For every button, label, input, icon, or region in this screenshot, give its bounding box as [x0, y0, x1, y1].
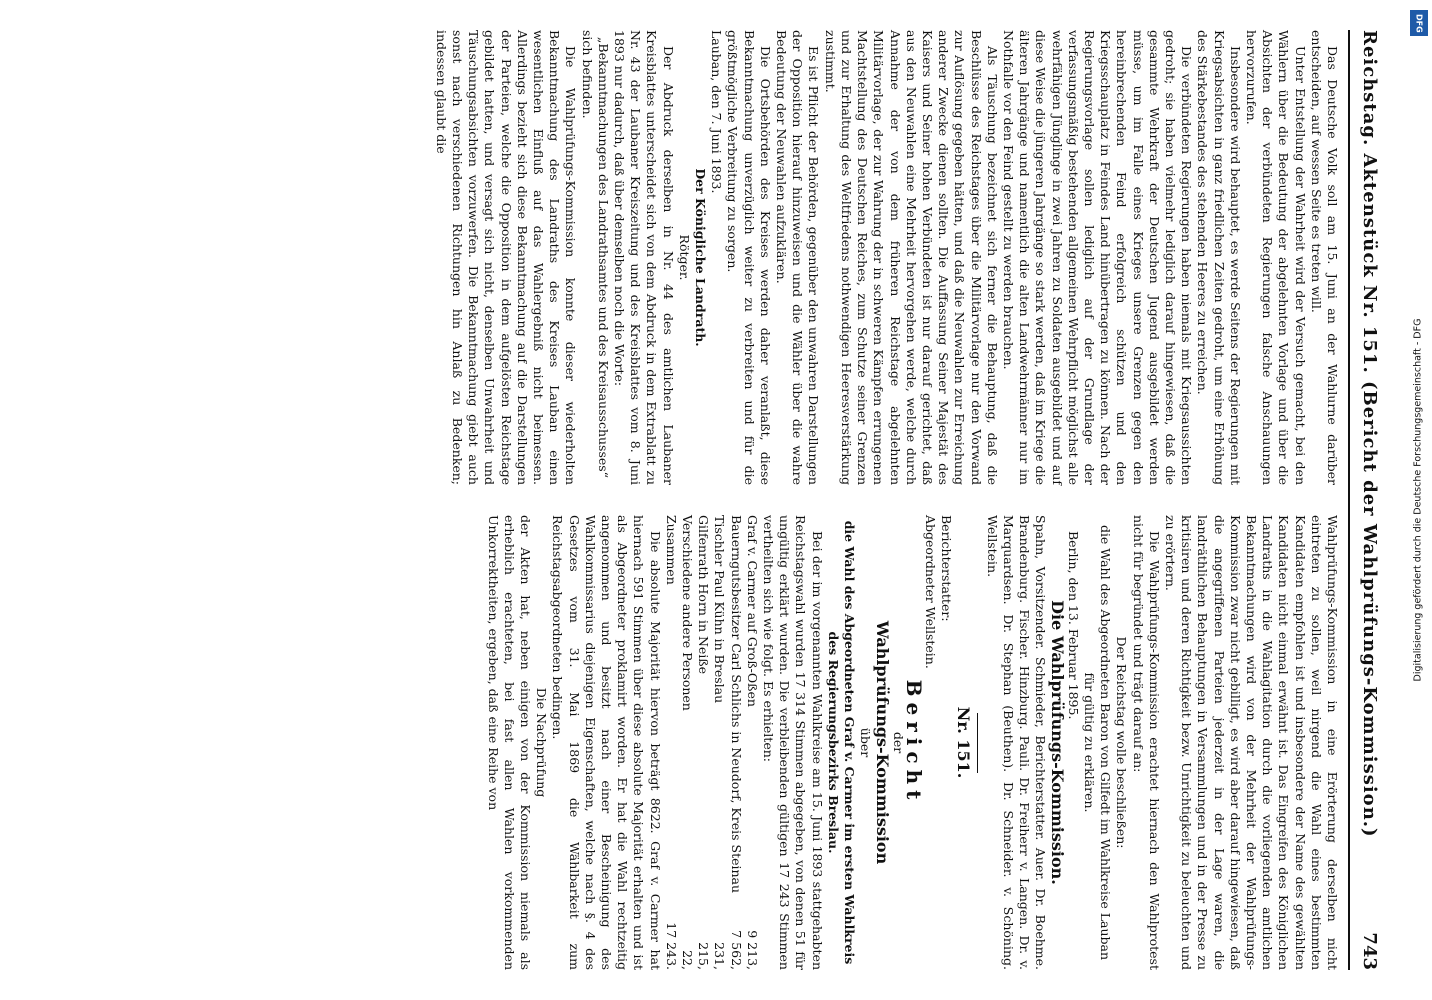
results-row — [727, 515, 743, 970]
candidate-name: Gilfenrath Horn in Neiße — [696, 515, 712, 675]
section-heading: Die Nachprüfung — [534, 687, 550, 798]
members-list: Spahn, Vorsitzender. Schmieder, Berichterstatter. Auer. Dr. Boehme. Brandenburg. Fischer. Hinzburg. Pauli. Dr. Freiherr v. Langen. Dr. v. Marquardsen. Dr. Stephan (Beuthen). Dr. Schneider. v. Schöning. Wellstein. — [984, 515, 1049, 970]
paragraph: Insbesondere wird behauptet, es werde Seitens der Regierungen mit Kriegsabsichten in ganz friedlichen Zeiten gedroht, um eine Erhöhung des Stärkebestandes des stehenden Heeres zu erreichen. — [1195, 30, 1243, 485]
candidate-name: Verschiedene andere Personen — [680, 515, 696, 711]
right-column — [484, 515, 1340, 970]
paragraph: Die Wahlprüfungs-Kommission konnte dieser wiederholten Bekanntmachung des Landraths des Kreises Lauban einen wesentlichen Einfluß auf das Wahlergebniß nicht beimessen. Allerdings bezieht sich diese Bekanntmachung auf die Darstellungen der Parteien, welche die Opposition in dem aufgelösten Reichstage gebildet hatten, und versagt sich nicht, denselben Unwahrheit und Täuschungsabsichten vorzuwerfen. Die Bekanntmachung giebt auch sonst nach verschiedenen Richtungen hin Anlaß zu Bedenken; indessen glaubt die — [433, 30, 579, 485]
divider — [977, 713, 978, 773]
results-row — [663, 515, 679, 970]
paragraph: Unter Entstellung der Wahrheit wird der Versuch gemacht, bei den Wählern über die Bedeutung der abgelehnten Vorlage und über die Absichten der verbündeten Regierungen falsche Anschauungen hervorzurufen. — [1243, 30, 1308, 485]
paragraph: Der Reichstag wolle beschließen: — [1114, 636, 1130, 849]
results-row — [744, 515, 760, 970]
paragraph: Die Wahlprüfungs-Kommission erachtet hiernach den Wahlprotest nicht für begründet und trägt darauf an: — [1130, 515, 1162, 970]
paragraph: Der Abdruck derselben in Nr. 44 des amtlichen Laubaner Kreisblattes unterscheidet sich von dem Abdruck in dem Extrablatt zu Nr. 43 der Laubaner Kreiszeitung und des Kreisblattes vom 8. Juni 1893 nur dadurch, daß über demselben noch die Worte: — [612, 30, 676, 485]
vote-count: 7 562, — [728, 930, 744, 970]
report-subject: die Wahl des Abgeordneten Graf v. Carmer im ersten Wahlkreis des Regierungsbezirks Breslau. — [825, 520, 858, 965]
dateline: Berlin, den 13. Februar 1895. — [1065, 531, 1081, 720]
vote-count: 231, — [712, 942, 728, 970]
digitization-credit: Digitalisierung gefördert durch die Deutsche Forschungsgemeinschaft - DFG — [1412, 318, 1424, 682]
reporter-label: Berichterstatter: — [939, 515, 955, 622]
dfg-logo: DFG — [1410, 10, 1428, 36]
results-row — [679, 515, 695, 970]
authority: Der Königliche Landrath. — [693, 168, 709, 347]
paragraph: sich befinden. — [579, 30, 595, 119]
paragraph: Die verbündeten Regierungen haben niemals mit Kriegsaussichten gedroht; sie haben vielmehr lediglich darauf hingewiesen, daß die gesammte Wehrkraft der Deutschen Jugend ausgebildet werden müsse, um im Falle eines Krieges unsere Grenzen gegen den hereinbrechenden Feind erfolgreich schützen und den Kriegsschauplatz in Feindes Land hinübertragen zu können. Nach der Regierungsvorlage sollen lediglich auf der Grundlage der verfassungsmäßig bestehenden allgemeinen Wehrpflicht möglichst alle wehrfähigen Jünglinge in zwei Jahren zu Soldaten ausgebildet und auf diese Weise die jüngeren Jahrgänge so stark werden, daß im Kriege die älteren Jahrgänge und namentlich die alten Landwehrmänner nur im Nothfalle vor den Feind gestellt zu werden brauchen. — [1000, 30, 1195, 485]
paragraph: Das Deutsche Volk soll am 15. Juni an der Wahlurne darüber entscheiden, auf wessen Seite es treten will. — [1308, 30, 1340, 485]
paragraph: Die Ortsbehörden des Kreises werden daher veranlaßt, diese Bekanntmachung unverzüglich weiter zu verbreiten und für die größtmögliche Verbreitung zu sorgen. — [725, 30, 773, 485]
vote-count: 215, — [696, 942, 712, 970]
paragraph: Als Täuschung bezeichnet sich ferner die Behauptung, daß die Beschlüsse des Reichstages über die Militärvorlage nur den Vorwand zur Auflösung gegeben hätten, und daß die Neuwahlen zur Erreichung anderer Zwecke dienen sollten. Die Auffassung Seiner Majestät des Kaisers und Seiner hohen Verbündeten ist nur darauf gerichtet, daß aus den Neuwahlen eine Mehrheit hervorgehen werde, welche durch Annahme der von dem früheren Reichstage abgelehnten Militärvorlage, der zur Wahrung der in schweren Kämpfen errungenen Machtstellung des Deutschen Reiches, zum Schutze seiner Grenzen und zur Erhaltung des Weltfriedens nothwendigen Heeresverstärkung zustimmt. — [822, 30, 1000, 485]
left-column — [433, 30, 1340, 485]
candidate-name: Bauerngutsbesitzer Carl Schlichs in Neudorf, Kreis Steinau — [728, 515, 744, 894]
commission-title: Die Wahlprüfungs-Kommission. — [1047, 600, 1067, 885]
heading-connector: der — [890, 731, 906, 754]
heading-connector: über — [858, 727, 874, 758]
quotation: „Bekanntmachungen des Landrathsamtes und des Kreisausschusses“ — [595, 36, 611, 479]
report-heading: Bericht — [901, 679, 926, 806]
vote-count: 22, — [680, 950, 696, 970]
paragraph: der Akten hat, neben einigen von der Kommission niemals als erheblich erachteten, bei fast allen Wahlen vorkommenden Unkorrektheiten, ergeben, daß eine Reihe von — [485, 515, 534, 970]
results-row — [695, 515, 711, 970]
results-table — [663, 515, 760, 970]
document-number: Nr. 151. — [953, 706, 973, 779]
paragraph: die Wahl des Abgeordneten Baron von Gilfedt im Wahlkreise Lauban für gültig zu erklären. — [1081, 524, 1114, 961]
paragraph: Es ist Pflicht der Behörden, gegenüber den unwahren Darstellungen der Opposition hierauf hinzuweisen und die Wähler über die wahre Bedeutung der Neuwahlen aufzuklären. — [774, 30, 822, 485]
candidate-name: Tischler Paul Kühn in Breslau — [712, 515, 728, 704]
paragraph: Die absolute Majorität hiervon beträgt 8622. Graf v. Carmer hat hiernach 591 Stimmen über diese absolute Majorität erhalten und ist als Abgeordneter proklamirt worden. Er hat die Wahl rechtzeitig angenommen und besitzt nach einer Bescheinigung des Wahlkommissarius diejenigen Eigenschaften, welche nach §. 4 des Gesetzes vom 31. Mai 1869 die Wählbarkeit zum Reichstagsabgeordneten bedingen. — [550, 515, 663, 970]
dateline: Lauban, den 7. Juni 1893. — [709, 30, 725, 194]
candidate-name: Zusammen — [663, 515, 679, 585]
paragraph: Bei der im vorgenannten Wahlkreise am 15. Juni 1893 stattgehabten Reichstagswahl wurden 17 314 Stimmen abgegeben, von denen 51 für ungültig erklärt wurden. Die verbleibenden gültigen 17 243 Stimmen vertheilten sich wie folgt. Es erhielten: — [761, 515, 825, 970]
results-row — [711, 515, 727, 970]
running-header — [1348, 30, 1390, 970]
paragraph: Wahlprüfungs-Kommission in eine Erörterung derselben nicht eintreten zu sollen, weil nirgend die Wahl eines bestimmten Kandidaten empfohlen ist und insbesondere der Name des gewählten Kandidaten nicht einmal erwähnt ist. Das Eingreifen des Königlichen Landraths in die Wahlagitation durch die vorliegenden amtlichen Bekanntmachungen wird von der Mehrheit der Wahlprüfungs-Kommission zwar nicht gebilligt, es wird aber darauf hingewiesen, daß die angegriffenen Parteien jederzeit in der Lage waren, die landräthlichen Behauptungen in Versammlungen und in der Presse zu kritisiren und deren Richtigkeit bezw. Unrichtigkeit zu beleuchten und zu erörtern. — [1162, 515, 1340, 970]
candidate-name: Graf v. Carmer auf Groß-Oßen — [744, 515, 760, 707]
commission-heading: Wahlprüfungs-Kommission — [872, 620, 892, 865]
vote-count: 9 213, — [744, 930, 760, 970]
signature: Rötger. — [676, 234, 692, 281]
reporter-name: Abgeordneter Wellstein. — [923, 515, 939, 669]
vote-count: 17 243. — [663, 922, 679, 970]
header-title: Reichstag. Aktenstück Nr. 151. (Bericht der Wahlprüfungs-Kommission.) — [1359, 30, 1381, 838]
page-number: 743 — [1359, 932, 1381, 970]
